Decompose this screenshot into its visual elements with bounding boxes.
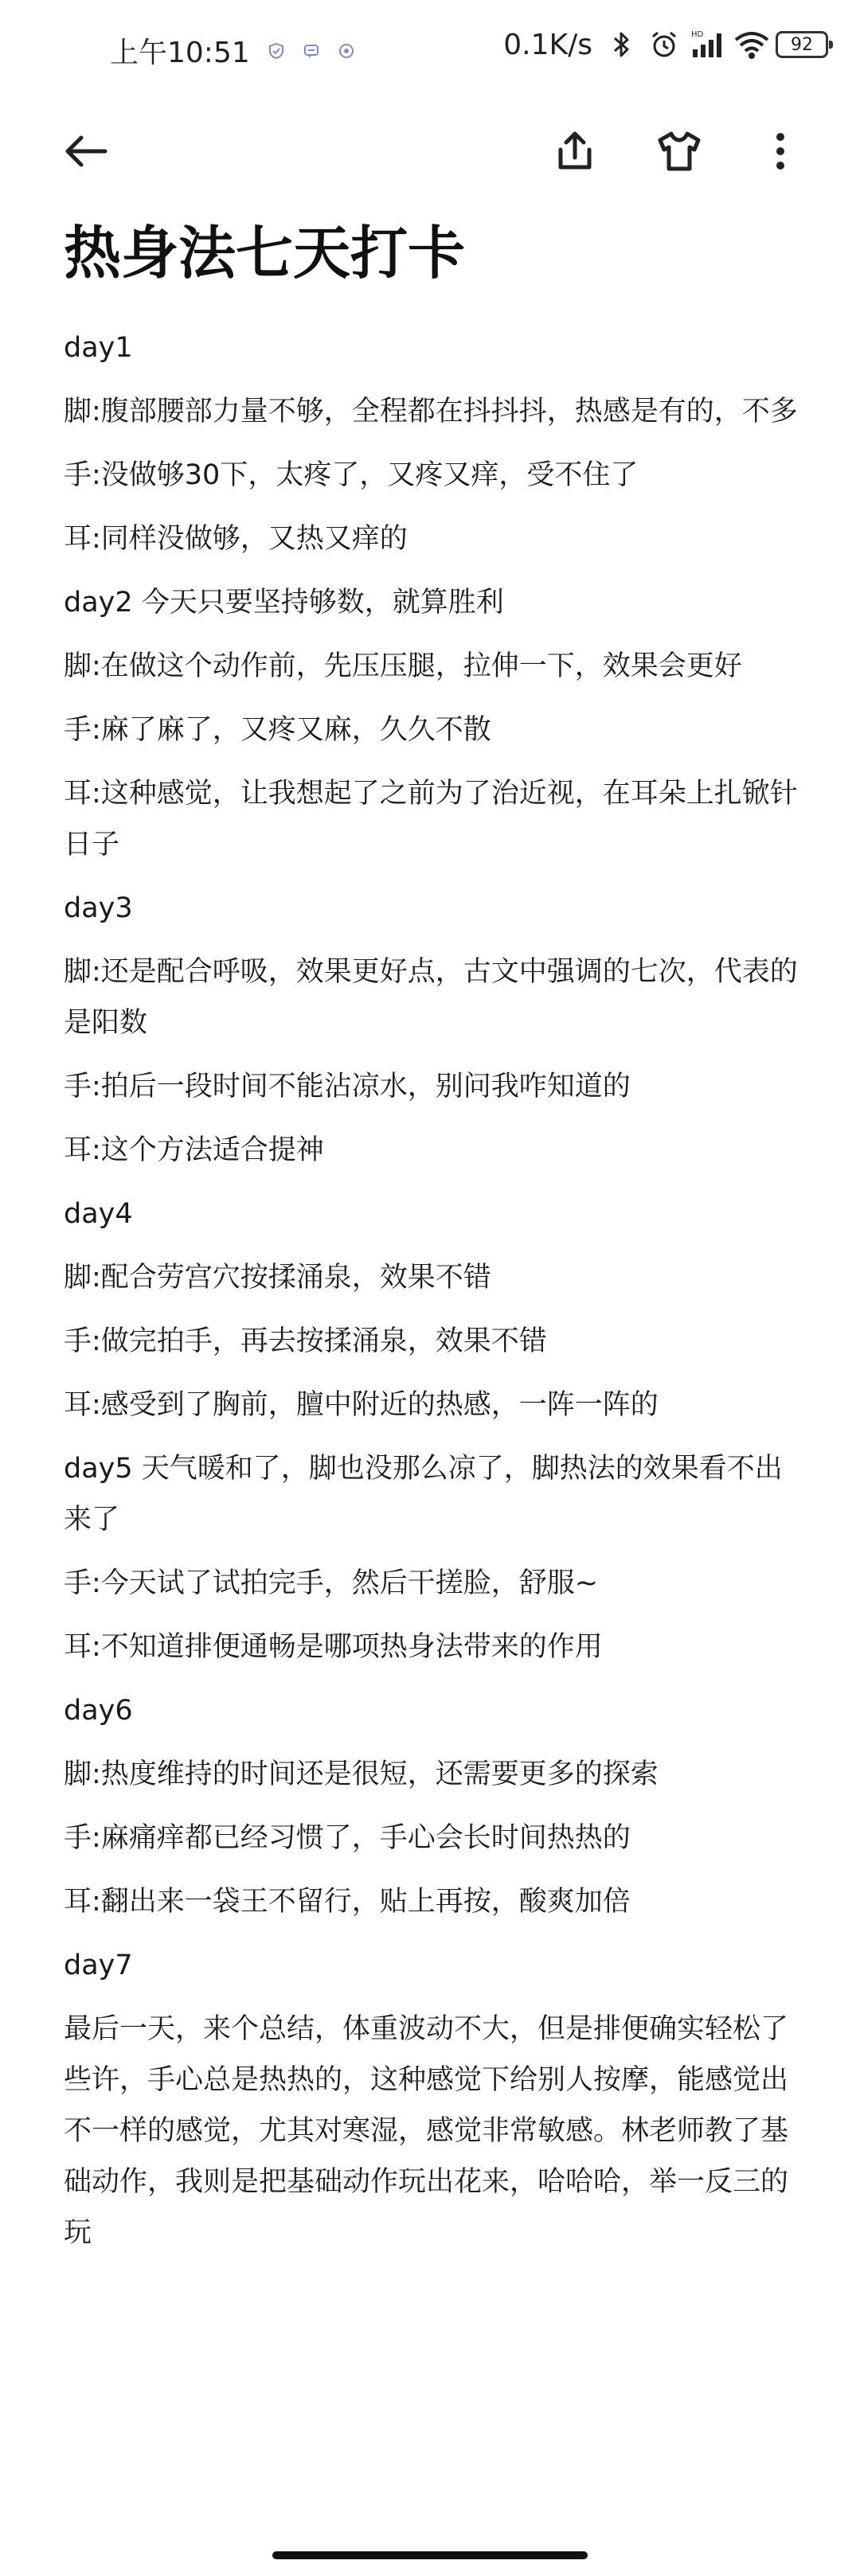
note-paragraph: 手:麻了麻了，又疼又麻，久久不散: [64, 714, 491, 746]
more-vertical-icon: [764, 126, 796, 177]
note-paragraph: day6: [64, 1695, 133, 1727]
note-paragraph: 手:今天试了试拍完手，然后干搓脸，舒服~: [64, 1567, 599, 1599]
note-paragraph: 手:麻痛痒都已经习惯了，手心会长时间热热的: [64, 1822, 631, 1854]
note-paragraph: day3: [64, 892, 133, 924]
hd-signal-icon: [690, 27, 725, 62]
note-paragraph: 脚:配合劳宫穴按揉涌泉，效果不错: [64, 1262, 491, 1294]
note-body[interactable]: [64, 322, 804, 2271]
more-button[interactable]: [749, 119, 812, 183]
note-paragraph: 手:没做够30下，太疼了，又疼又痒，受不住了: [64, 459, 639, 491]
home-indicator[interactable]: [272, 2551, 588, 2559]
note-paragraph: 脚:腹部腰部力量不够，全程都在抖抖抖，热感是有的，不多: [64, 396, 798, 427]
note-paragraph: 脚:在做这个动作前，先压压腿，拉伸一下，效果会更好: [64, 650, 742, 682]
status-bar: [0, 0, 860, 96]
note-paragraph: 耳:翻出来一袋王不留行，贴上再按，酸爽加倍: [64, 1886, 631, 1918]
note-paragraph: 脚:热度维持的时间还是很短，还需要更多的探索: [64, 1758, 659, 1790]
status-left: [110, 30, 355, 71]
share-button[interactable]: [543, 119, 607, 183]
battery-level: 92: [791, 34, 813, 55]
alarm-icon: [647, 27, 682, 62]
net-speed: 0.1K/s: [503, 28, 592, 61]
share-icon: [551, 127, 599, 175]
note-paragraph: 耳:感受到了胸前，膻中附近的热感，一阵一阵的: [64, 1389, 659, 1421]
note-paragraph: 脚:还是配合呼吸，效果更好点，古文中强调的七次，代表的是阳数: [64, 956, 798, 1039]
note-paragraph: 最后一天，来个总结，体重波动不大，但是排便确实轻松了些许，手心总是热热的，这种感觉下给别人按摩，能感觉出不一样的感觉，尤其对寒湿，感觉非常敏感。林老师教了基础动作，我则是把基础动作玩出花来，哈哈哈，举一反三的玩: [64, 2013, 789, 2249]
note-paragraph: 手:做完拍手，再去按揉涌泉，效果不错: [64, 1325, 547, 1357]
app-notification-icon: [338, 42, 355, 60]
theme-button[interactable]: [647, 119, 711, 183]
back-button[interactable]: [54, 119, 118, 183]
note-paragraph: day5 天气暖和了，脚也没那么凉了，脚热法的效果看不出来了: [64, 1453, 783, 1536]
note-paragraph: day4: [64, 1198, 133, 1230]
status-time: 上午10:51: [110, 37, 250, 69]
wifi-icon: [733, 27, 768, 62]
note-paragraph: day1: [64, 332, 133, 364]
top-toolbar: [0, 111, 860, 191]
note-paragraph: day7: [64, 1950, 133, 1981]
note-title: 热身法七天打卡: [64, 220, 466, 287]
status-right: [503, 27, 828, 62]
note-paragraph: 耳:这个方法适合提神: [64, 1134, 324, 1166]
note-paragraph: 耳:同样没做够，又热又痒的: [64, 523, 408, 555]
note-paragraph: 手:拍后一段时间不能沾凉水，别问我咋知道的: [64, 1071, 631, 1103]
tshirt-icon: [654, 126, 705, 177]
arrow-left-icon: [61, 126, 111, 177]
message-notification-icon: [303, 42, 320, 60]
svg-text:HD: HD: [691, 30, 704, 39]
shield-notification-icon: [268, 42, 285, 60]
note-paragraph: day2 今天只要坚持够数，就算胜利: [64, 587, 504, 619]
bluetooth-icon: [604, 27, 639, 62]
note-paragraph: 耳:不知道排便通畅是哪项热身法带来的作用: [64, 1631, 603, 1663]
battery-icon: [776, 31, 828, 58]
note-paragraph: 耳:这种感觉，让我想起了之前为了治近视，在耳朵上扎锨针日子: [64, 778, 798, 861]
